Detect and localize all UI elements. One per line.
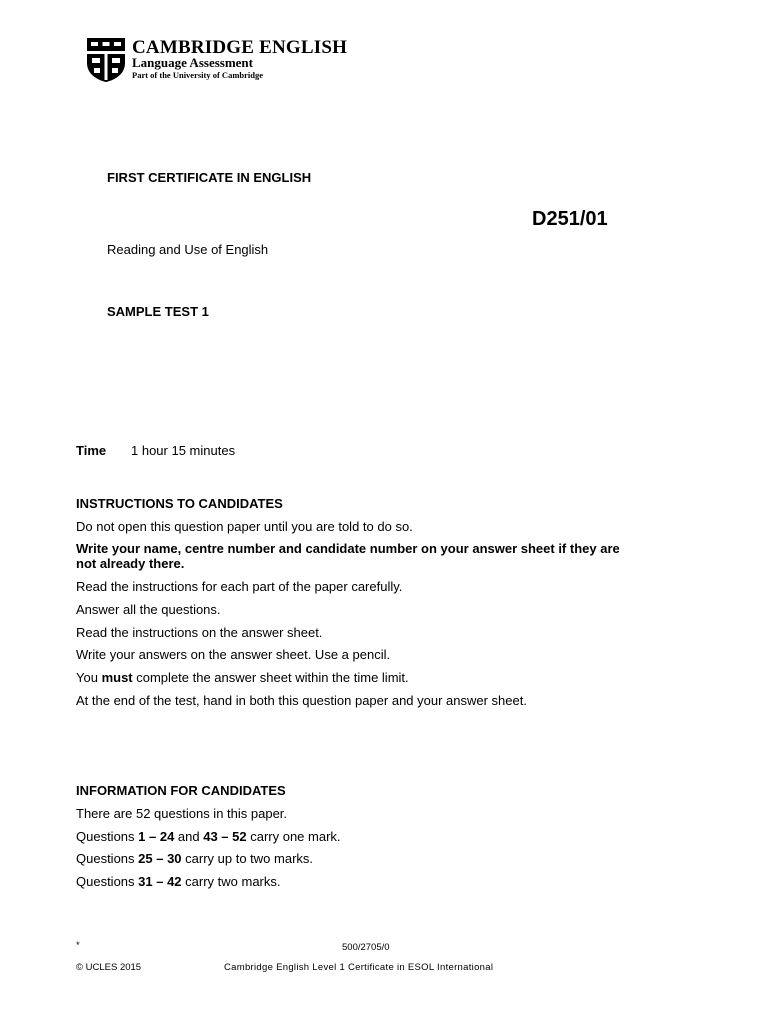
information-line <box>76 874 281 889</box>
information-line <box>76 829 341 844</box>
information-line: There are 52 questions in this paper. <box>76 806 288 821</box>
instruction-line: Write your answers on the answer sheet. Use a pencil. <box>76 647 391 662</box>
information-line <box>76 851 313 866</box>
certificate-title: FIRST CERTIFICATE IN ENGLISH <box>107 170 312 185</box>
question-range: 43 – 52 <box>203 829 247 844</box>
logo-title: CAMBRIDGE ENGLISH <box>132 37 348 58</box>
question-range: 1 – 24 <box>138 829 175 844</box>
logo-part-of: Part of the University of Cambridge <box>132 70 264 80</box>
text-segment: carry two marks. <box>181 874 281 889</box>
footer-copyright: © UCLES 2015 <box>76 962 142 973</box>
time-value: 1 hour 15 minutes <box>131 443 236 458</box>
instruction-line <box>76 670 409 685</box>
text-segment: Questions <box>76 874 139 889</box>
paper-name: Reading and Use of English <box>107 242 269 257</box>
text-segment: complete the answer sheet within the time limit. <box>132 670 409 685</box>
text-segment: Questions <box>76 851 139 866</box>
question-range: 31 – 42 <box>138 874 182 889</box>
text-segment: carry one mark. <box>246 829 341 844</box>
text-segment: carry up to two marks. <box>181 851 314 866</box>
instruction-line-bold: Write your name, centre number and candidate number on your answer sheet if they are <box>76 541 620 556</box>
footer-reference: 500/2705/0 <box>342 942 390 953</box>
question-range: 25 – 30 <box>138 851 182 866</box>
logo-subtitle: Language Assessment <box>132 55 253 70</box>
emphasis-must: must <box>101 670 133 685</box>
information-heading: INFORMATION FOR CANDIDATES <box>76 783 286 798</box>
cambridge-english-logo <box>86 37 386 83</box>
instruction-line: At the end of the test, hand in both this question paper and your answer sheet. <box>76 693 527 708</box>
footer-level: Cambridge English Level 1 Certificate in ESOL International <box>224 962 494 973</box>
instruction-line: Read the instructions on the answer sheet. <box>76 625 323 640</box>
cambridge-shield-icon <box>86 37 126 83</box>
text-segment: and <box>174 829 204 844</box>
instruction-line: Do not open this question paper until you are told to do so. <box>76 519 413 534</box>
text-segment: You <box>76 670 102 685</box>
instruction-line: Read the instructions for each part of the paper carefully. <box>76 579 403 594</box>
time-label: Time <box>76 443 107 458</box>
text-segment: Questions <box>76 829 139 844</box>
footer-mark: * <box>76 940 80 951</box>
instructions-heading: INSTRUCTIONS TO CANDIDATES <box>76 496 283 511</box>
test-name: SAMPLE TEST 1 <box>107 304 209 319</box>
instruction-line-bold: not already there. <box>76 556 185 571</box>
instruction-line: Answer all the questions. <box>76 602 221 617</box>
paper-code: D251/01 <box>532 208 608 230</box>
